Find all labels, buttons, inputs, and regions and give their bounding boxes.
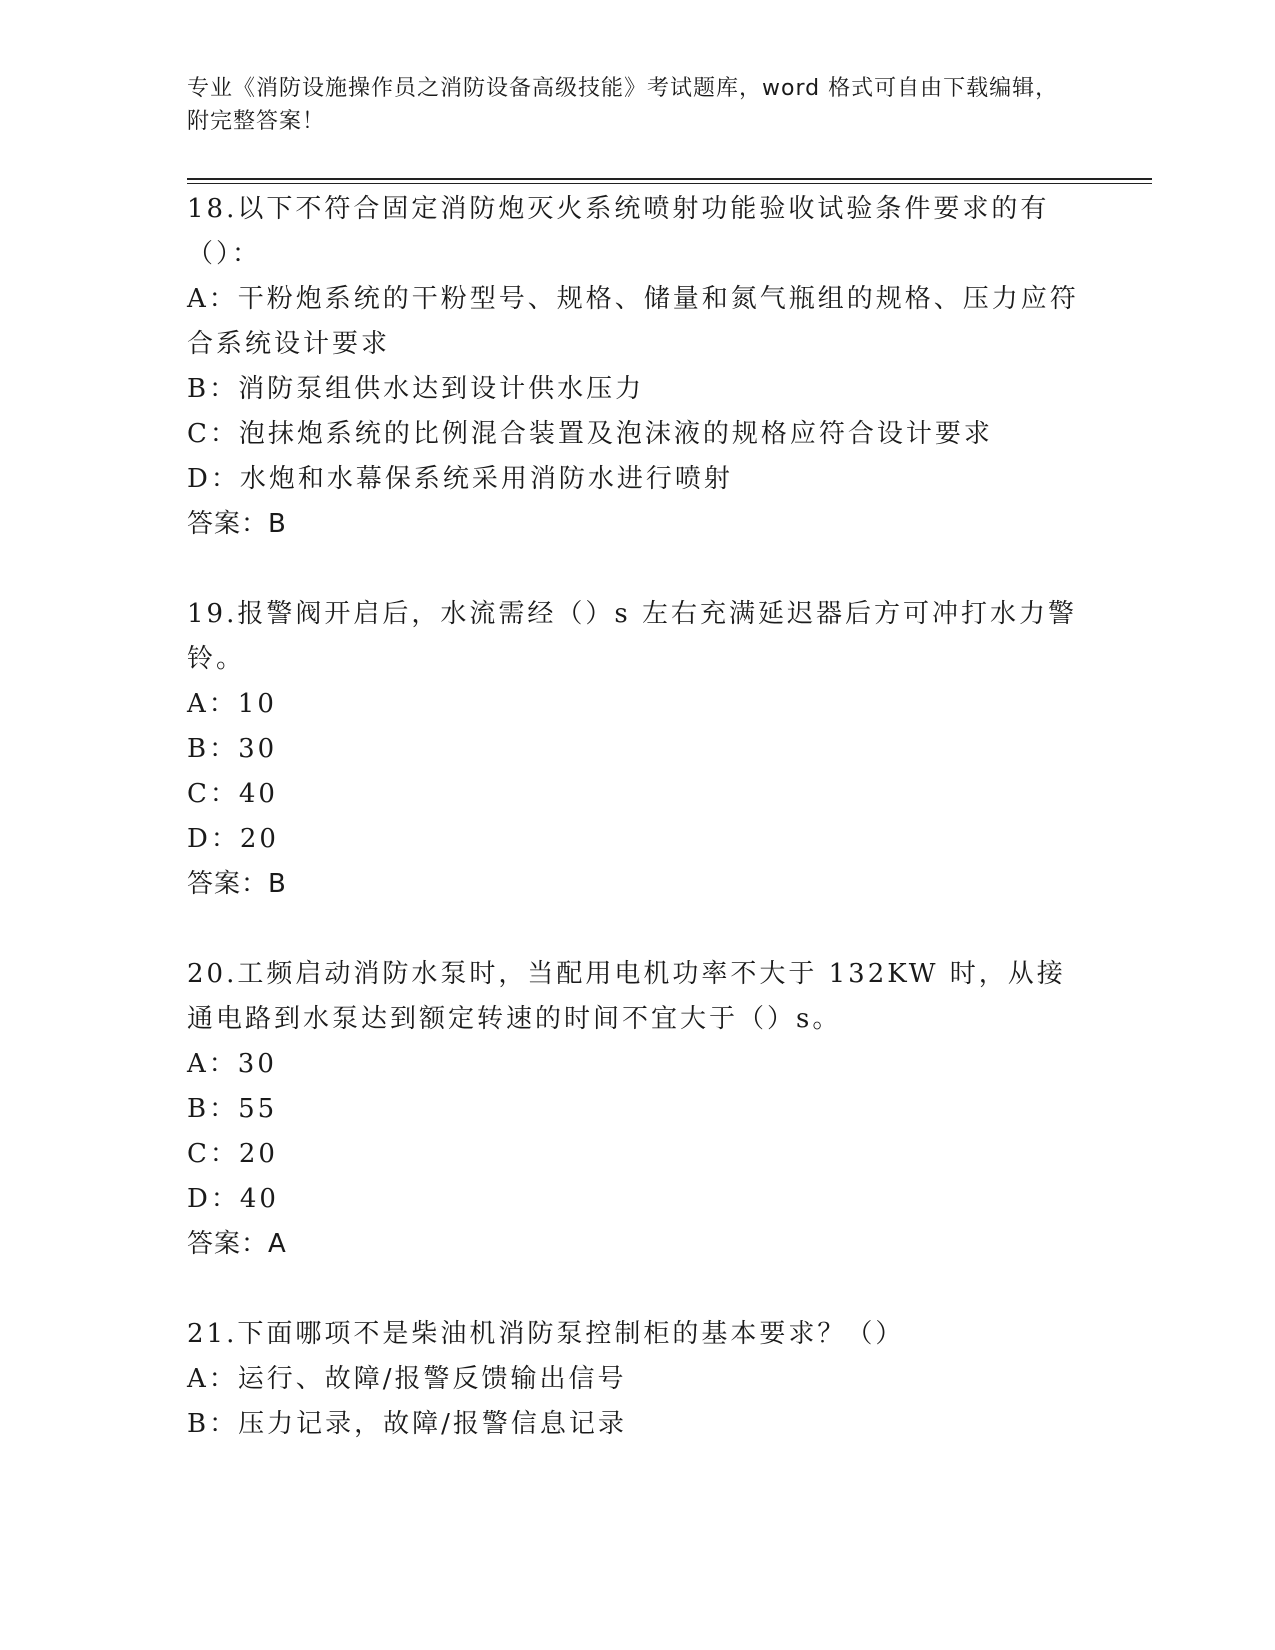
question-stem: 18.以下不符合固定消防炮灭火系统喷射功能验收试验条件要求的有（）： — [187, 194, 1050, 269]
option-a: A：运行、故障/报警反馈输出信号 — [187, 1364, 627, 1394]
answer-line: 答案：B — [187, 869, 287, 899]
question-spacer — [187, 1267, 1087, 1312]
option-b: B：55 — [187, 1094, 278, 1124]
option-d: D：水炮和水幕保系统采用消防水进行喷射 — [187, 464, 733, 494]
question-spacer — [187, 547, 1087, 592]
option-a: A：10 — [187, 689, 277, 719]
option-a: A：干粉炮系统的干粉型号、规格、储量和氮气瓶组的规格、压力应符合系统设计要求 — [187, 284, 1079, 359]
question-18 — [187, 187, 1087, 547]
option-d: D：40 — [187, 1184, 279, 1214]
option-d: D：20 — [187, 824, 279, 854]
option-a: A：30 — [187, 1049, 277, 1079]
question-21 — [187, 1312, 1087, 1447]
answer-line: 答案：B — [187, 509, 287, 539]
document-header: 专业《消防设施操作员之消防设备高级技能》考试题库，word 格式可自由下载编辑，附完整答案！ — [187, 76, 1059, 134]
answer-line: 答案：A — [187, 1229, 287, 1259]
question-stem: 19.报警阀开启后，水流需经（）s 左右充满延迟器后方可冲打水力警铃。 — [187, 599, 1077, 674]
question-stem: 21.下面哪项不是柴油机消防泵控制柜的基本要求？（） — [187, 1319, 905, 1349]
option-b: B：压力记录，故障/报警信息记录 — [187, 1409, 627, 1439]
question-stem: 20.工频启动消防水泵时，当配用电机功率不大于 132KW 时，从接通电路到水泵达到额定转速的时间不宜大于（）s。 — [187, 959, 1066, 1034]
question-19 — [187, 592, 1087, 907]
question-list — [187, 187, 1087, 1447]
option-c: C：泡抹炮系统的比例混合装置及泡沫液的规格应符合设计要求 — [187, 419, 993, 449]
option-b: B：30 — [187, 734, 278, 764]
option-b: B：消防泵组供水达到设计供水压力 — [187, 374, 645, 404]
header-divider-thick — [187, 178, 1152, 180]
header-divider-thin — [187, 183, 1152, 184]
question-spacer — [187, 907, 1087, 952]
option-c: C：40 — [187, 779, 278, 809]
option-c: C：20 — [187, 1139, 278, 1169]
question-20 — [187, 952, 1087, 1267]
